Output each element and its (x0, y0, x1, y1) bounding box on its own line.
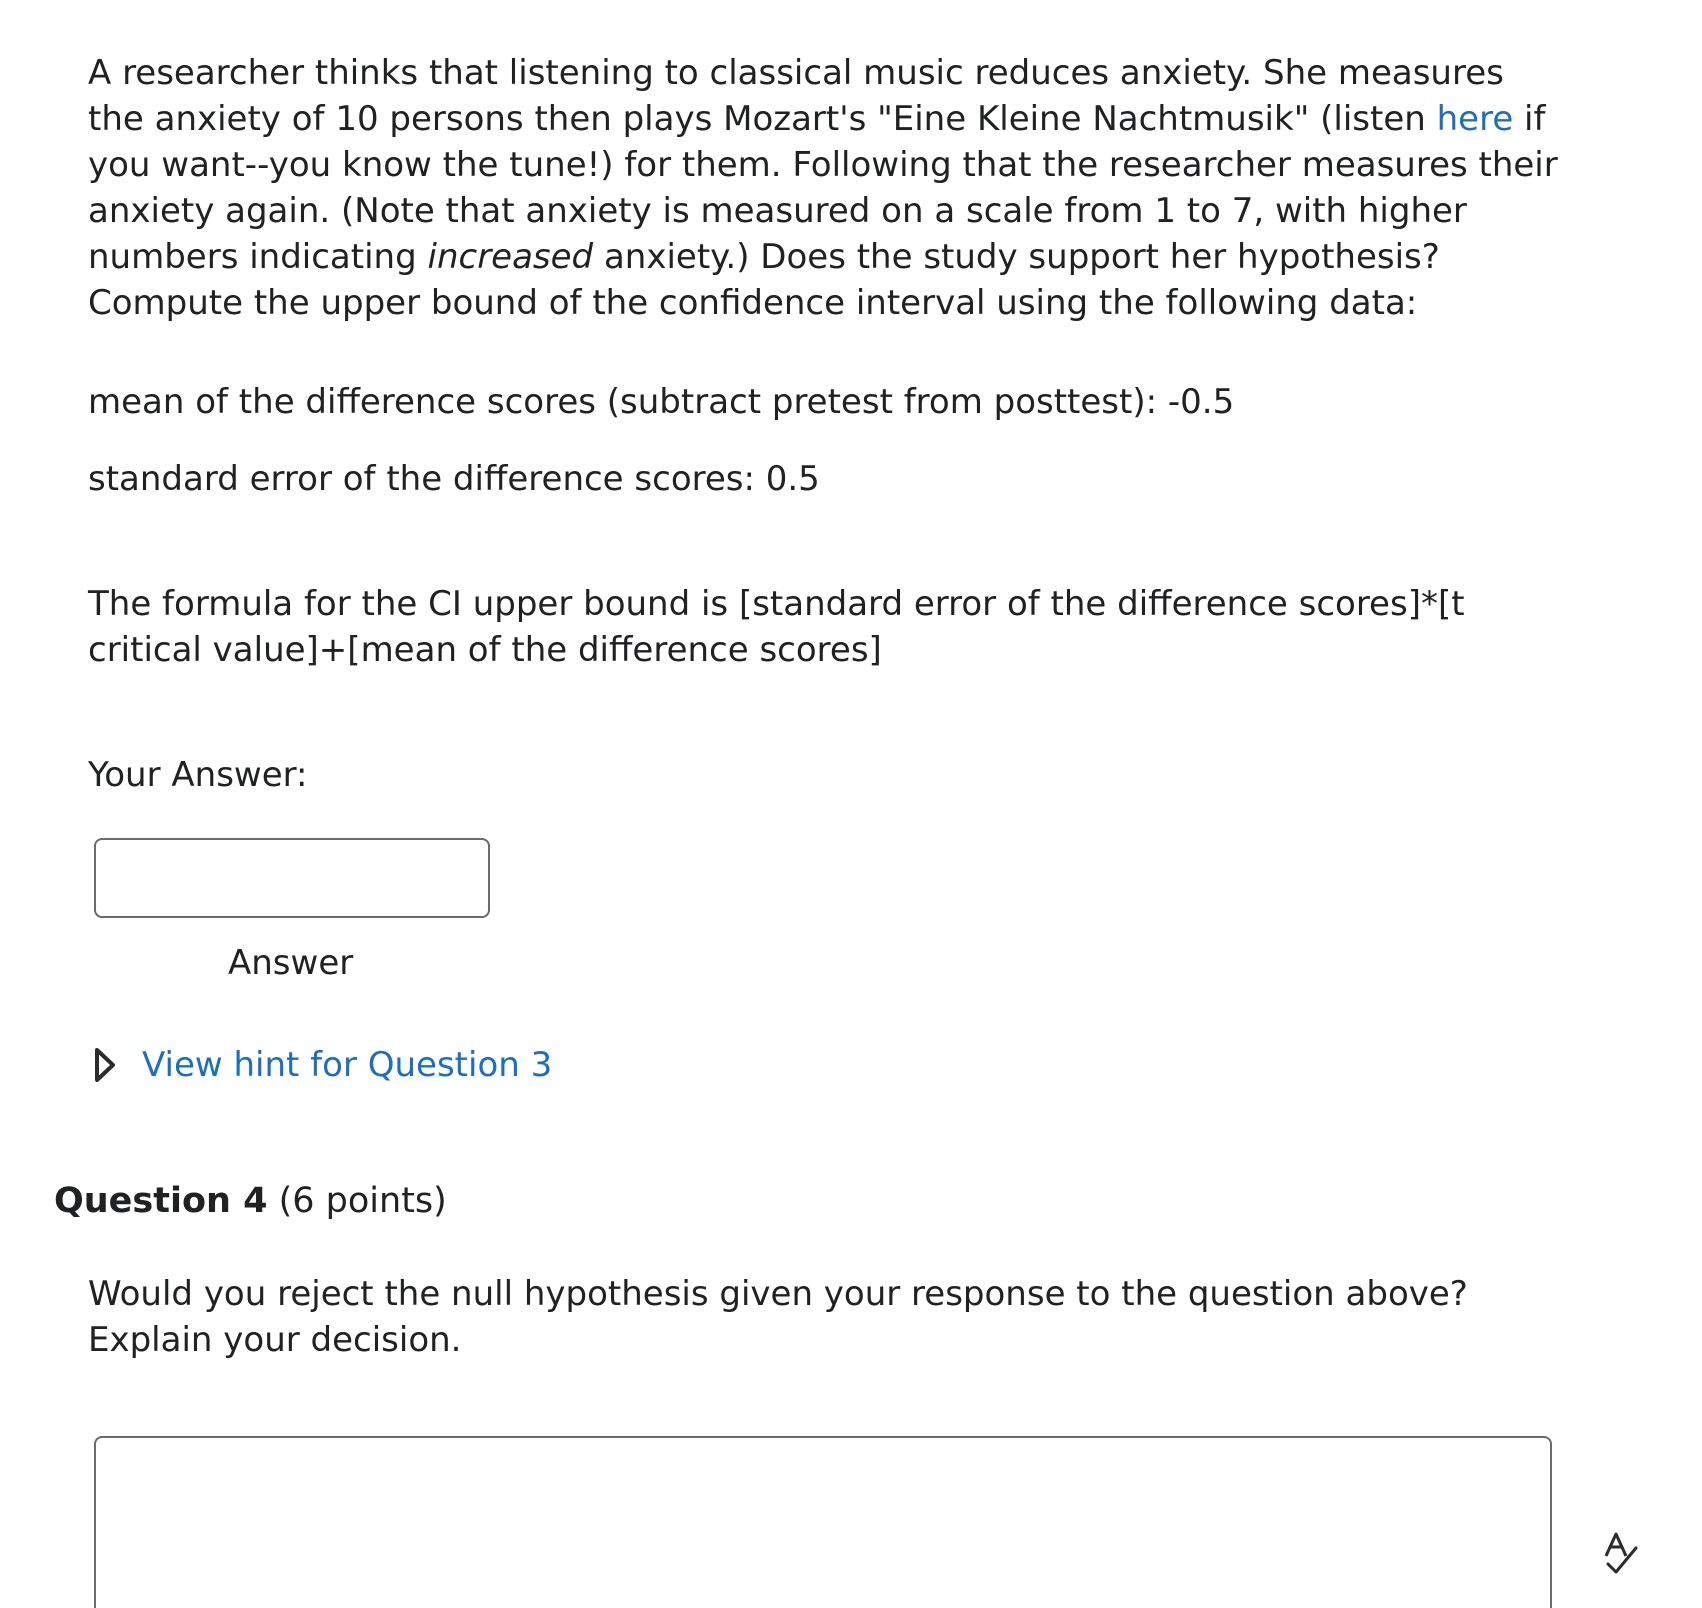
question-3-prompt (88, 50, 1568, 326)
triangle-right-icon (94, 1047, 116, 1083)
formula-line: The formula for the CI upper bound is [standard error of the difference scores]*[t critical value]+[mean of the difference scores] (88, 584, 1465, 670)
here-link[interactable]: here (1436, 99, 1514, 139)
your-answer-label: Your Answer: (88, 755, 308, 795)
view-hint-link[interactable]: View hint for Question 3 (142, 1045, 553, 1085)
view-hint-toggle[interactable] (94, 1040, 552, 1090)
answer-caption: Answer (228, 943, 354, 983)
prompt-intro: A researcher thinks that listening to classical music reduces anxiety. She measures the anxiety of 10 persons then plays Mozart's "Eine Kleine Nachtmusik" (listen (88, 53, 1504, 139)
mean-line: mean of the difference scores (subtract pretest from posttest): -0.5 (88, 382, 1235, 422)
question-3-text (88, 50, 1568, 326)
question-4-prompt: Would you reject the null hypothesis given your response to the question above? Explain your decision. (88, 1274, 1468, 1360)
question-4-heading (54, 1178, 447, 1224)
essay-response-box[interactable] (94, 1436, 1552, 1608)
prompt-middle: if you want--you know the tune!) for them. Following that the researcher measures their anxiety again. (Note that anxiety is measured on a scale from 1 to 7, with higher numbers indicating (88, 99, 1558, 277)
question-4-title: Question 4 (54, 1181, 268, 1221)
question-4-points: (6 points) (278, 1181, 447, 1221)
prompt-emphasis: increased (427, 237, 594, 277)
spellcheck-icon[interactable] (1600, 1532, 1640, 1576)
prompt-end: anxiety.) Does the study support her hypothesis? Compute the upper bound of the confidence interval using the following data: (88, 237, 1440, 323)
answer-input[interactable] (94, 838, 490, 918)
standard-error-line: standard error of the difference scores: 0.5 (88, 459, 820, 499)
